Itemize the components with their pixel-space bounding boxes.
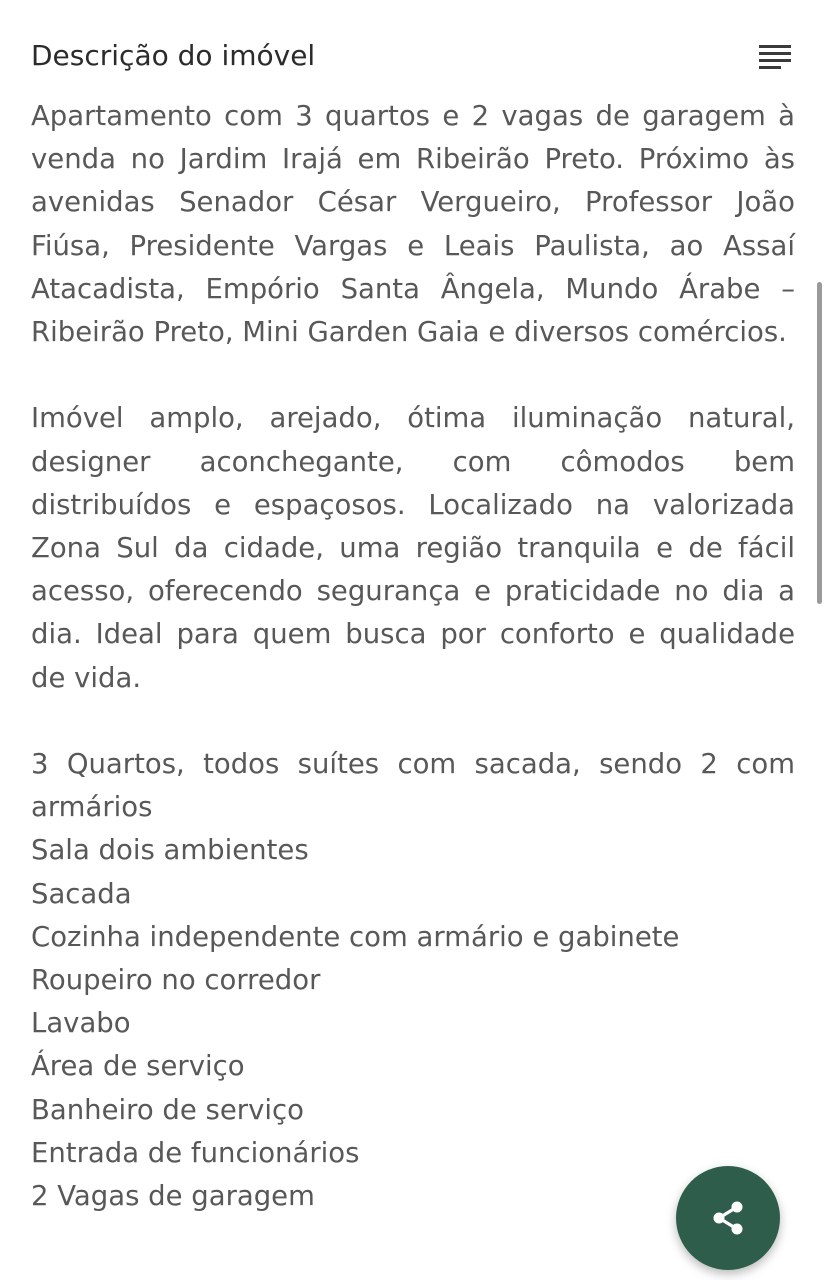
feature-item: Banheiro de serviço (31, 1093, 304, 1126)
property-description (31, 95, 795, 1218)
menu-lines-icon[interactable] (759, 42, 791, 72)
feature-item: Roupeiro no corredor (31, 964, 321, 997)
description-paragraph-2: Imóvel amplo, arejado, ótima iluminação natural, designer aconchegante, com cômodos bem distribuídos e espaçosos. Localizado na valorizada Zona Sul da cidade, uma região tranquila e de fácil acesso, oferecendo segurança e praticidade no dia a dia. Ideal para quem busca por conforto e qualidade de vida. (31, 402, 795, 694)
section-header (31, 36, 791, 78)
feature-item: Entrada de funcionários (31, 1136, 360, 1169)
share-icon (708, 1198, 748, 1238)
feature-item: Cozinha independente com armário e gabinete (31, 920, 680, 953)
description-paragraph-1: Apartamento com 3 quartos e 2 vagas de garagem à venda no Jardim Irajá em Ribeirão Preto. Próximo às avenidas Senador César Vergueiro, Professor João Fiúsa, Presidente Vargas e Leais Paulista, ao Assaí Atacadista, Empório Santa Ângela, Mundo Árabe – Ribeirão Preto, Mini Garden Gaia e diversos comércios. (31, 100, 795, 349)
share-button[interactable] (676, 1166, 780, 1270)
feature-item: Área de serviço (31, 1050, 245, 1083)
feature-item: 3 Quartos, todos suítes com sacada, sendo 2 com armários (31, 748, 795, 824)
feature-item: Lavabo (31, 1007, 131, 1040)
features-list (31, 743, 795, 1218)
scrollbar-thumb[interactable] (817, 282, 822, 604)
feature-item: 2 Vagas de garagem (31, 1180, 315, 1213)
section-title: Descrição do imóvel (31, 39, 316, 72)
feature-item: Sacada (31, 877, 132, 910)
feature-item: Sala dois ambientes (31, 834, 309, 867)
